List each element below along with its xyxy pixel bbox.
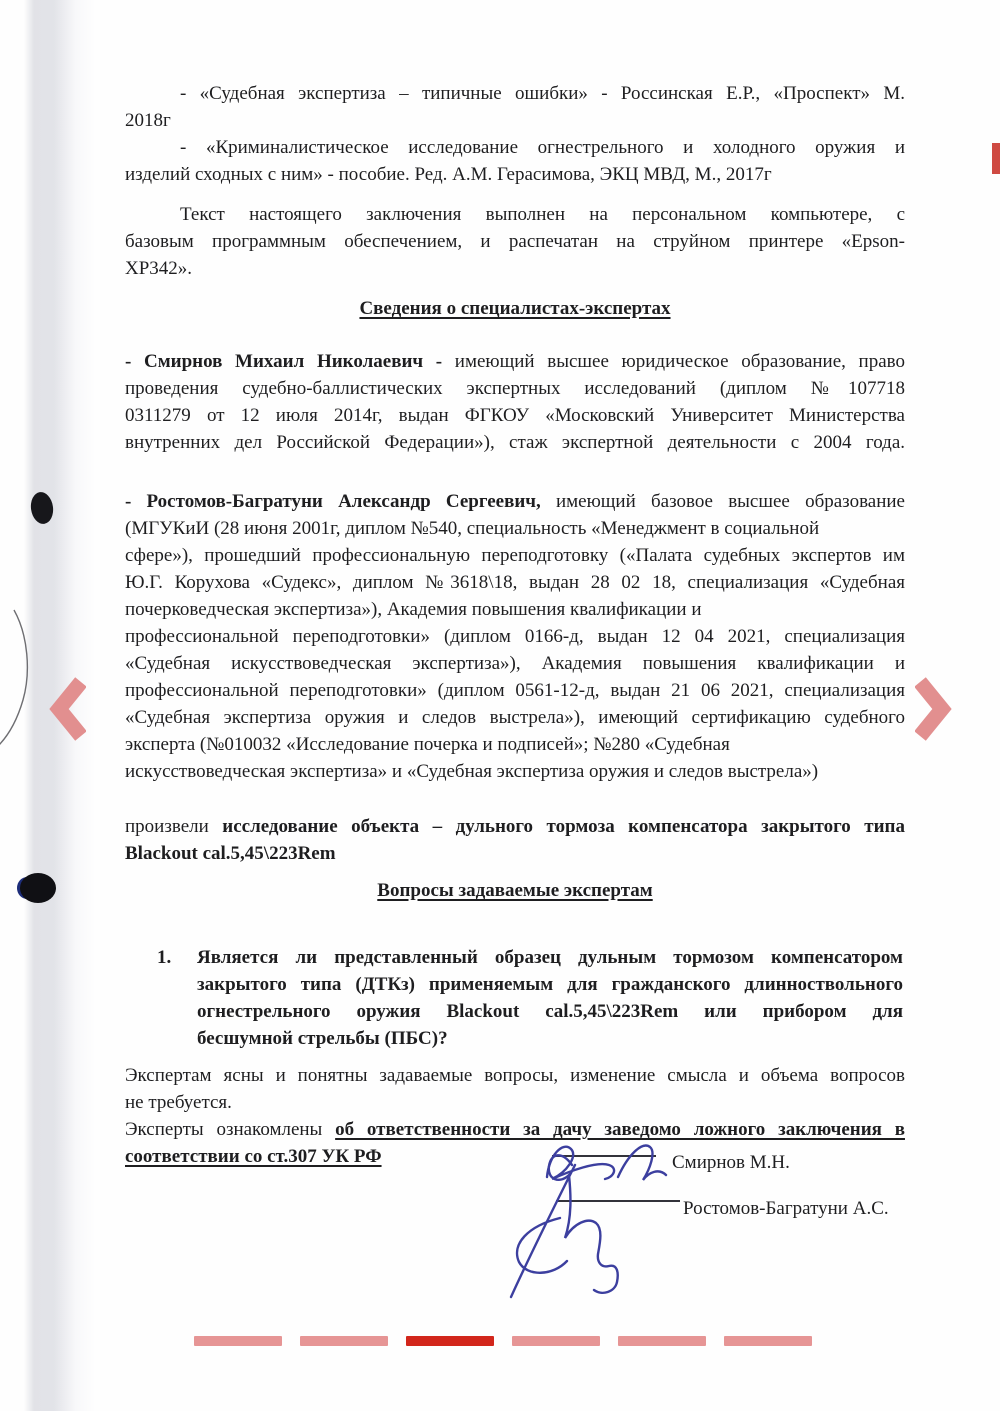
chevron-left-icon[interactable] bbox=[48, 675, 86, 743]
pen-curve-artifact bbox=[0, 610, 27, 746]
text-line: Blackout cal.5,45\223Rem bbox=[125, 843, 336, 864]
text-line: закрытого типа (ДТКз) применяемым для гражданского длинноствольного bbox=[197, 974, 903, 995]
pagination-dashes bbox=[194, 1336, 812, 1346]
text-line: профессиональной переподготовки» (диплом 0166-д, выдан 12 04 2021, специализация bbox=[125, 626, 905, 647]
text-line: Ю.Г. Корухова «Судекс», диплом №3618\18, выдан 28 02 18, специализация «Судебная bbox=[125, 572, 905, 593]
text-line: бесшумной стрельбы (ПБС)? bbox=[197, 1028, 448, 1049]
text-line: «Судебная искусствоведческая экспертиза»), Академия повышения квалификации и bbox=[125, 653, 905, 674]
signature-line-2 bbox=[556, 1200, 680, 1202]
text-line: профессиональной переподготовки» (диплом 0561-12-д, выдан 21 06 2021, специализация bbox=[125, 680, 905, 701]
text-line: Текст настоящего заключения выполнен на персональном компьютере, с bbox=[180, 204, 905, 225]
pagination-dash-group bbox=[194, 1336, 812, 1346]
text-line: произвели исследование объекта – дульного тормоза компенсатора закрытого типа bbox=[125, 816, 905, 837]
signature-name-1: Смирнов М.Н. bbox=[672, 1152, 790, 1173]
experts-section-heading: Сведения о специалистах-экспертах bbox=[359, 298, 671, 319]
printing-note-paragraph bbox=[125, 201, 905, 282]
text-line: - «Криминалистическое исследование огнестрельного и холодного оружия и bbox=[180, 137, 905, 158]
object-note-paragraph bbox=[125, 813, 905, 867]
text-line: 0311279 от 12 июля 2014г, выдан ФГКОУ «Московский Университет Министерства bbox=[125, 405, 905, 426]
signature-line-1 bbox=[552, 1155, 656, 1157]
binder-hole-mark-top bbox=[29, 491, 55, 526]
text-line: огнестрельного оружия Blackout cal.5,45\223Rem или прибором для bbox=[197, 1001, 903, 1022]
questions-section-heading: Вопросы задаваемые экспертам bbox=[377, 880, 653, 901]
text-line: «Судебная экспертиза оружия и следов выстрела»), имеющий сертификацию судебного bbox=[125, 707, 905, 728]
text-line: Экспертам ясны и понятны задаваемые вопросы, изменение смысла и объема вопросов bbox=[125, 1065, 905, 1086]
text-line: проведения судебно-баллистических экспертных исследований (диплом №107718 bbox=[125, 378, 905, 399]
text-line: (МГУКиИ (28 июня 2001г, диплом №540, специальность «Менеджмент в социальной bbox=[125, 518, 820, 539]
text-line: эксперта (№010032 «Исследование почерка и подписей»; №280 «Судебная bbox=[125, 734, 730, 755]
text-line: изделий сходных с ним» - пособие. Ред. А.М. Герасимова, ЭКЦ МВД, М., 2017г bbox=[125, 164, 772, 185]
text-line: искусствоведческая экспертиза» и «Судебная экспертиза оружия и следов выстрела») bbox=[125, 761, 819, 782]
pagination-dash[interactable] bbox=[300, 1336, 388, 1346]
scan-red-edge-mark bbox=[992, 143, 1000, 174]
binder-hole-mark-bottom bbox=[20, 873, 56, 903]
document-text bbox=[125, 80, 905, 1170]
text-line: Является ли представленный образец дульным тормозом компенсатором bbox=[197, 947, 903, 968]
bibliography-list bbox=[125, 80, 905, 188]
signature-name-2: Ростомов-Багратуни А.С. bbox=[683, 1198, 889, 1219]
scan-artifacts bbox=[0, 0, 120, 1000]
question-item-1 bbox=[157, 944, 903, 1052]
text-line: базовым программным обеспечением, и распечатан на струйном принтере «Epson- bbox=[125, 231, 905, 252]
pagination-dash[interactable] bbox=[724, 1336, 812, 1346]
text-line: - Смирнов Михаил Николаевич - имеющий высшее юридическое образование, право bbox=[125, 351, 905, 372]
text-line: внутренних дел Российской Федерации»), стаж экспертной деятельности с 2004 года. bbox=[125, 432, 905, 453]
text-line: сфере»), прошедший профессиональную переподготовку («Палата судебных экспертов им bbox=[125, 545, 905, 566]
pagination-dash[interactable] bbox=[406, 1336, 494, 1346]
pagination-dash[interactable] bbox=[512, 1336, 600, 1346]
text-line: XP342». bbox=[125, 258, 193, 279]
text-line: 2018г bbox=[125, 110, 171, 131]
pagination-dash[interactable] bbox=[194, 1336, 282, 1346]
pagination-dash[interactable] bbox=[618, 1336, 706, 1346]
expert2-paragraph bbox=[125, 488, 905, 785]
chevron-right-icon[interactable] bbox=[915, 675, 953, 743]
question-number: 1. bbox=[157, 947, 172, 968]
ink-blot-blue bbox=[17, 877, 37, 899]
signature-ink-2 bbox=[511, 1155, 618, 1297]
expert1-paragraph bbox=[125, 348, 905, 456]
text-line: - Ростомов-Багратуни Александр Сергеевич, имеющий базовое высшее образование bbox=[125, 491, 905, 512]
text-line: соответствии со ст.307 УК РФ bbox=[125, 1146, 382, 1167]
text-line: Эксперты ознакомлены об ответственности за дачу заведомо ложного заключения в bbox=[125, 1119, 905, 1140]
text-line: не требуется. bbox=[125, 1092, 232, 1113]
text-line: - «Судебная экспертиза – типичные ошибки» - Россинская Е.Р., «Проспект» М. bbox=[180, 83, 905, 104]
text-line: почерковедческая экспертиза»), Академия повышения квалификации и bbox=[125, 599, 702, 620]
